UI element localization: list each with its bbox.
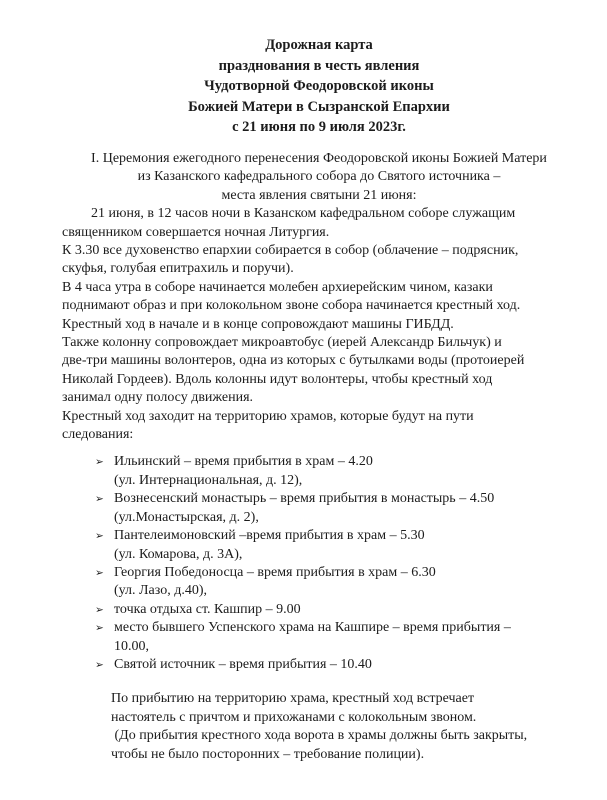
body-paragraphs	[62, 205, 576, 444]
list-item-line: (ул. Интернациональная, д. 12),	[114, 472, 303, 488]
title-line: празднования в честь явления	[218, 57, 420, 74]
closing-line: настоятель с причтом и прихожанами с колокольным звоном.	[111, 709, 477, 725]
section-heading-line: I. Церемония ежегодного перенесения Феодоровской иконы Божией Матери	[91, 150, 547, 166]
list-item-line: (ул.Монастырская, д. 2),	[114, 509, 259, 525]
closing-line: чтобы не было посторонних – требование полиции).	[111, 746, 425, 762]
list-item	[95, 527, 576, 564]
document-content	[62, 0, 576, 764]
arrow-bullet-icon: ➢	[95, 456, 104, 469]
body-line: две-три машины волонтеров, одна из которых с бутылками воды (протоиерей	[62, 353, 525, 369]
section-heading	[62, 150, 576, 205]
body-line: священником совершается ночная Литургия.	[62, 224, 330, 240]
title-line: Чудотворной Феодоровской иконы	[204, 78, 434, 95]
list-item	[95, 619, 576, 656]
list-item-text	[114, 527, 576, 564]
title-line: Дорожная карта	[265, 37, 373, 53]
section-heading-line: места явления святыни 21 июня:	[221, 187, 417, 203]
title-line: Божией Матери в Сызранской Епархии	[188, 98, 450, 115]
arrow-bullet-icon: ➢	[95, 566, 104, 579]
list-item-text	[114, 619, 576, 656]
list-item	[95, 656, 576, 674]
arrow-bullet-icon: ➢	[95, 603, 104, 616]
list-item-line: Вознесенский монастырь – время прибытия в монастырь – 4.50	[114, 491, 495, 507]
list-item-text	[114, 453, 576, 490]
section-heading-line: из Казанского кафедрального собора до Святого источника –	[137, 169, 501, 185]
body-line: Крестный ход заходит на территорию храмов, которые будут на пути	[62, 408, 474, 424]
list-item-line: 10.00,	[114, 638, 149, 654]
route-list	[62, 453, 576, 674]
list-item-text	[114, 656, 576, 674]
list-item	[95, 453, 576, 490]
list-item	[95, 564, 576, 601]
list-item-text	[114, 601, 576, 619]
document-title	[62, 0, 576, 138]
body-line: скуфья, голубая епитрахиль и поручи).	[62, 261, 294, 277]
arrow-bullet-icon: ➢	[95, 530, 104, 543]
arrow-bullet-icon: ➢	[95, 622, 104, 635]
list-item-line: Ильинский – время прибытия в храм – 4.20	[114, 454, 373, 470]
list-item	[95, 601, 576, 619]
list-item-line: место бывшего Успенского храма на Кашпире – время прибытия –	[114, 620, 511, 636]
body-line: Также колонну сопровождает микроавтобус (иерей Александр Бильчук) и	[62, 335, 502, 351]
body-line: Крестный ход в начале и в конце сопровождают машины ГИБДД.	[62, 316, 454, 332]
list-item-line: Святой источник – время прибытия – 10.40	[114, 656, 372, 672]
closing-line: (До прибытия крестного хода ворота в храмы должны быть закрыты,	[111, 728, 528, 744]
body-line: следования:	[62, 427, 134, 443]
body-line: Николай Гордеев). Вдоль колонны идут волонтеры, чтобы крестный ход	[62, 371, 493, 387]
title-line: с 21 июня по 9 июля 2023г.	[232, 119, 406, 136]
list-item-text	[114, 490, 576, 527]
body-line: занимал одну полосу движения.	[62, 390, 254, 406]
list-item-text	[114, 564, 576, 601]
list-item-line: Георгия Победоносца – время прибытия в храм – 6.30	[114, 564, 436, 580]
list-item-line: Пантелеимоновский –время прибытия в храм – 5.30	[114, 528, 425, 544]
arrow-bullet-icon: ➢	[95, 493, 104, 506]
closing-paragraph	[62, 690, 576, 764]
body-line: К 3.30 все духовенство епархии собирается в собор (облачение – подрясник,	[62, 243, 519, 258]
body-line: поднимают образ и при колокольном звоне собора начинается крестный ход.	[62, 298, 521, 314]
body-line: 21 июня, в 12 часов ночи в Казанском кафедральном соборе служащим	[91, 206, 516, 222]
list-item-line: (ул. Комарова, д. 3А),	[114, 546, 243, 562]
list-item	[95, 490, 576, 527]
arrow-bullet-icon: ➢	[95, 658, 104, 671]
list-item-line: (ул. Лазо, д.40),	[114, 583, 207, 599]
list-item-line: точка отдыха ст. Кашпир – 9.00	[114, 601, 301, 617]
closing-line: По прибытию на территорию храма, крестный ход встречает	[111, 691, 475, 707]
body-line: В 4 часа утра в соборе начинается молебен архиерейским чином, казаки	[62, 279, 493, 295]
